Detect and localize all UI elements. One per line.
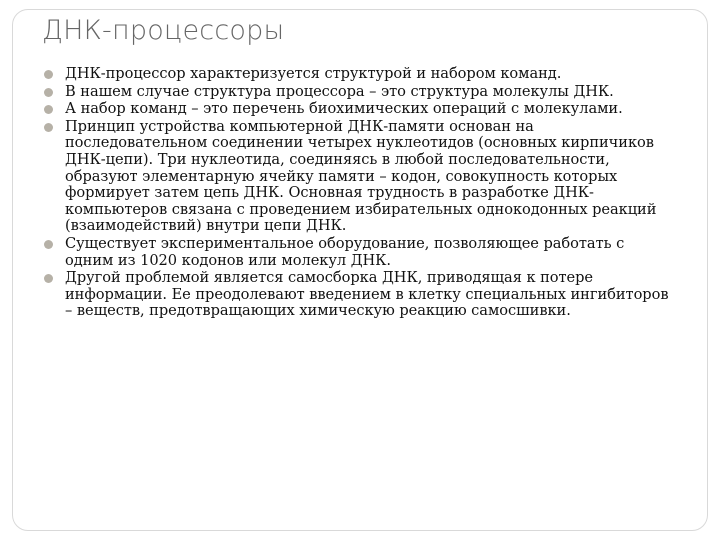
- bullet-item: [44, 66, 674, 83]
- bullet-text: ДНК-процессор характеризуется структурой и набором команд.: [65, 65, 562, 82]
- bullet-text: Другой проблемой является самосборка ДНК, приводящая к потере информации. Ее преодолевают введением в клетку специальных ингибиторов – веществ, предотвращающих химическую реакцию самосшивки.: [65, 269, 669, 320]
- bullet-dot-icon: [44, 70, 53, 79]
- bullet-text: Принцип устройства компьютерной ДНК-памяти основан на последовательном соединении четырех нуклеотидов (основных кирпичиков ДНК-цепи). Три нуклеотида, соединяясь в любой последовательности, образуют элементарную ячейку памяти – кодон, совокупность которых формирует затем цепь ДНК. Основная трудность в разработке ДНК-компьютеров связана с проведением избирательных однокодонных реакций (взаимодействий) внутри цепи ДНК.: [65, 117, 657, 235]
- bullet-text: В нашем случае структура процессора – это структура молекулы ДНК.: [65, 82, 614, 100]
- bullet-dot-icon: [44, 274, 53, 283]
- bullet-item: [44, 119, 674, 235]
- bullet-list: [44, 66, 674, 321]
- bullet-dot-icon: [44, 88, 53, 97]
- slide-title: ДНК-процессоры: [42, 15, 285, 46]
- bullet-text: А набор команд – это перечень биохимических операций с молекулами.: [65, 100, 623, 118]
- bullet-dot-icon: [44, 123, 53, 132]
- bullet-dot-icon: [44, 240, 53, 249]
- bullet-text: Существует экспериментальное оборудование, позволяющее работать с одним из 1020 кодонов или молекул ДНК.: [65, 234, 625, 269]
- bullet-item: [44, 101, 674, 118]
- bullet-item: [44, 84, 674, 101]
- bullet-item: [44, 270, 674, 320]
- bullet-item: [44, 236, 674, 269]
- bullet-dot-icon: [44, 105, 53, 114]
